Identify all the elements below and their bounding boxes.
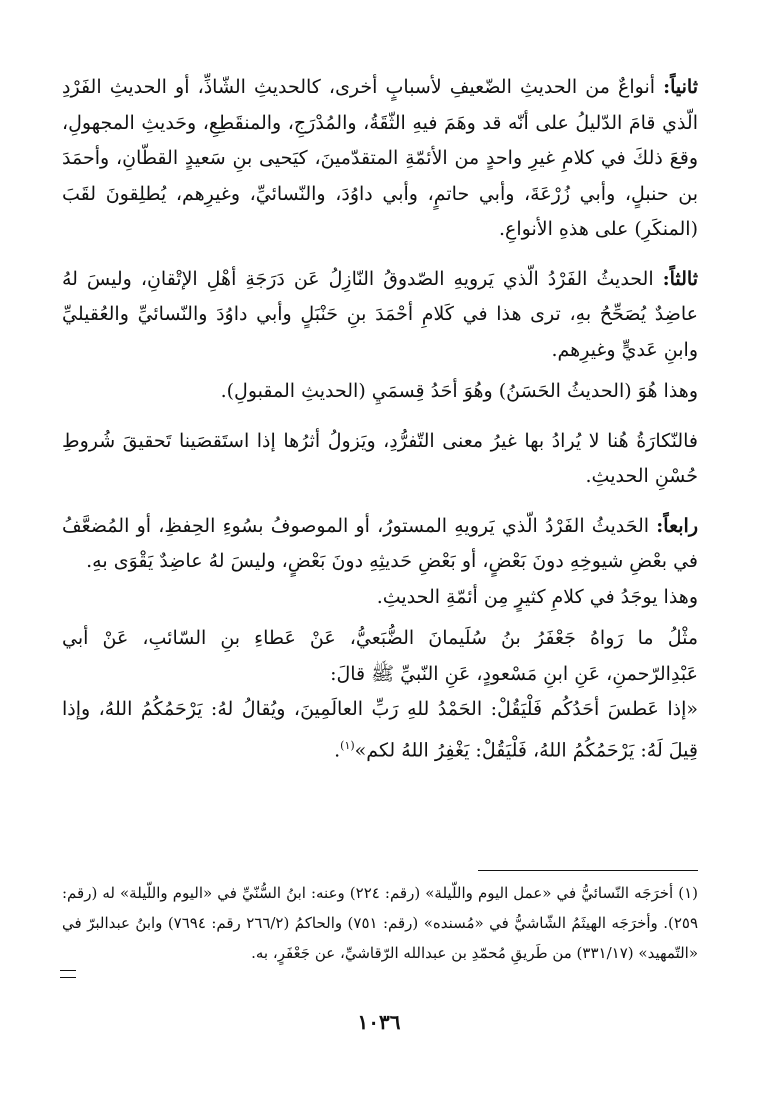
paragraph-keyword: رابعاً: <box>656 514 698 537</box>
paragraph-second <box>62 70 698 248</box>
paragraph-found-note: وهذا يوجَدُ في كلامِ كثيرٍ مِن أئمّةِ الحديثِ. <box>376 585 698 608</box>
footnote-1: (١) أخرَجَه النّسائيُّ في «عمل اليوم واللّيلة» (رقم: ٢٢٤) وعنه: ابنُ السُّنّيِّ في «اليوم واللّيلة» له (رقم: ٢٥٩). وأخرَجَه الهيثَمُ الشّاشيُّ في «مُسنده» (رقم: ٧٥١) والحاكمُ (٢٦٦/٢ رقم: ٧٦٩٤) وابنُ عبدالبرّ في «التّمهيد» (٣٣١/١٧) من طَريقِ مُحمّدِ بن عبدالله الرّقاشيِّ، عن جَعْفَرٍ، به. <box>62 884 698 962</box>
equals-mark-icon <box>60 970 76 978</box>
page-number: ١٠٣٦ <box>357 1010 401 1034</box>
paragraph-text: الحَديثُ الفَرْدُ الّذي يَرويهِ المستورُ، أو الموصوفُ بسُوءِ الحِفظِ، أو المُضعَّفُ في بعْضِ شيوخِهِ دونَ بَعْضٍ، أو بَعْضِ حَديثِهِ دونَ بَعْضٍ، وليسَ لهُ عاضِدٌ يَقْوَى بهِ. <box>62 514 698 572</box>
footnote-divider <box>478 870 698 871</box>
hadith-text: «إذا عَطسَ أحَدُكُم فَلْيَقُلْ: الحَمْدُ للهِ رَبِّ العالَمِينَ، ويُقالُ لهُ: يَرْحَمُكُمُ اللهُ، وإذا قِيلَ لَهُ: يَرْحَمُكُمُ اللهُ، فَلْيَقُلْ: يَغْفِرُ اللهُ لكم» <box>62 698 698 761</box>
footnote-ref[interactable]: (١) <box>340 738 355 752</box>
footnote-section <box>62 878 698 968</box>
paragraph-third <box>62 262 698 369</box>
paragraph-keyword: ثانياً: <box>663 76 698 98</box>
paragraph-example: مثْلُ ما رَواهُ جَعْفَرُ بنُ سُلَيمانَ الضُّبَعيُّ، عَنْ عَطاءِ بنِ السّائبِ، عَنْ أبي عَبْدِالرّحمنِ، عَنِ ابنِ مَسْعودٍ، عَنِ النّبيِّ ﷺ قالَ: <box>62 627 698 685</box>
paragraph-nakara: فالنّكارَةُ هُنا لا يُرادُ بها غيرُ معنى التّفرُّدِ، ويَزولُ أثرُها إذا استَقصَينا تَحقيقَ شُروطِ حُسْنِ الحديثِ. <box>62 429 698 487</box>
paragraph-text: الحديثُ الفَرْدُ الّذي يَرويهِ الصّدوقُ النّازِلُ عَن دَرَجَةِ أهْلِ الإتْقانِ، وليسَ لهُ عاضِدٌ يُصَحِّحُ بهِ، ترى هذا في كَلامِ أحْمَدَ بنِ حَنْبَلٍ وأبي داوُدَ والنّسائيِّ والعُقيليِّ وابنِ عَديٍّ وغيرِهم. <box>62 267 698 361</box>
paragraph-text: أنواعٌ من الحديثِ الضّعيفِ لأسبابٍ أخرى، كالحديثِ الشّاذِّ، أو الحديثِ الفَرْدِ الّذي قامَ الدّليلُ على أنّه قد وهَمَ فيهِ الثّقَةُ، والمُدْرَجِ، والمنقَطِعِ، وحَديثِ المجهولِ، وقعَ ذلكَ في كلامِ غيرِ واحدٍ من الأئمّةِ المتقدّمينَ، كيَحيى بنِ سَعيدٍ القطّانِ، وأحمَدَ بن حنبلٍ، وأبي زُرْعَةَ، وأبي حاتمٍ، وأبي داوُدَ، والنّسائيِّ، وغيرِهم، يُطلِقونَ لقَبَ (المنكَرِ) على هذهِ الأنواعِ. <box>62 76 698 240</box>
paragraph-hadith: «إذا عَطسَ أحَدُكُم فَلْيَقُلْ: الحَمْدُ للهِ رَبِّ العالَمِينَ، ويُقالُ لهُ: يَرْحَمُكُمُ اللهُ، وإذا قِيلَ لَهُ: يَرْحَمُكُمُ اللهُ، فَلْيَقُلْ: يَغْفِرُ اللهُ لكم»$^{(١)}$. <box>62 698 698 761</box>
main-text <box>62 70 698 768</box>
paragraph-keyword: ثالثاً: <box>662 267 698 290</box>
paragraph-hasan-note: وهذا هُوَ (الحديثُ الحَسَنُ) وهُوَ أحَدُ قِسمَيِ (الحديثِ المقبولِ). <box>220 380 698 402</box>
paragraph-fourth <box>62 509 698 580</box>
